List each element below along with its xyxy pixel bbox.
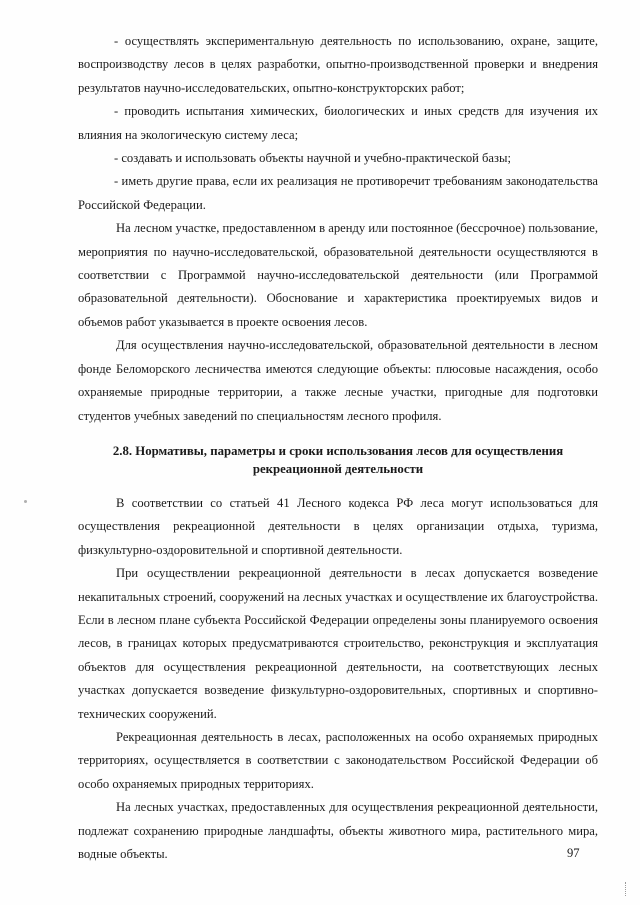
paragraph-rights-testing: - проводить испытания химических, биологических и иных средств для изучения их влияния на экологическую систему леса; [78,104,598,142]
paragraph-belomorsk-objects: Для осуществления научно-исследовательской, образовательной деятельности в лесном фонде Беломорского лесничества имеются следующие объекты: плюсовые насаждения, особо охраняемые природные территории, а также лесные участки, пригодные для подготовки студентов учебных заведений по специальностям лесного профиля. [78,338,598,423]
scan-edge-mark [625,882,628,896]
section-heading [78,442,598,478]
paragraph-rights-facilities: - создавать и использовать объекты научной и учебно-практической базы; [114,151,511,166]
section-heading-line2: рекреационной деятельности [252,461,424,476]
paragraph-article-41: В соответствии со статьей 41 Лесного кодекса РФ леса могут использоваться для осуществления рекреационной деятельности в целях организации отдыха, туризма, физкультурно-оздоровительной и спортивной деятельности. [78,495,598,557]
scan-dot-mark [24,500,27,503]
paragraph-protected-territories: Рекреационная деятельность в лесах, расположенных на особо охраняемых природных территориях, осуществляется в соответствии с законодательством Российской Федерации об особо охраняемых природных территориях. [78,729,598,791]
paragraph-landscape-preservation: На лесных участках, предоставленных для осуществления рекреационной деятельности, подлежат сохранению природные ландшафты, объекты животного мира, растительного мира, водные объекты. [78,800,598,861]
document-body [78,30,598,866]
paragraph-rights-other: - иметь другие права, если их реализация не противоречит требованиям законодательства Российской Федерации. [78,174,598,212]
section-heading-line1: 2.8. Нормативы, параметры и сроки использования лесов для осуществления [112,443,564,458]
page-number: 97 [567,846,580,860]
paragraph-lease-activities: На лесном участке, предоставленном в аренду или постоянное (бессрочное) пользование, мероприятия по научно-исследовательской, образовательной деятельности осуществляются в соответствии с Программой научно-исследовательской деятельности (или Программой образовательной деятельности). Обоснование и характеристика проектируемых видов и объемов работ указывается в проекте освоения лесов. [78,221,598,329]
paragraph-recreational-structures: При осуществлении рекреационной деятельности в лесах допускается возведение некапитальных строений, сооружений на лесных участках и осуществление их благоустройства. Если в лесном плане субъекта Российской Федерации определены зоны планируемого освоения лесов, в границах которых предусматриваются строительство, реконструкция и эксплуатация объектов для осуществления рекреационной деятельности, на соответствующих лесных участках допускается возведение физкультурно-оздоровительных, спортивных и спортивно-технических сооружений. [78,566,598,721]
paragraph-rights-experimental: - осуществлять экспериментальную деятельность по использованию, охране, защите, воспроизводству лесов в целях разработки, опытно-производственной проверки и внедрения результатов научно-исследовательских, опытно-конструкторских работ; [78,34,598,95]
